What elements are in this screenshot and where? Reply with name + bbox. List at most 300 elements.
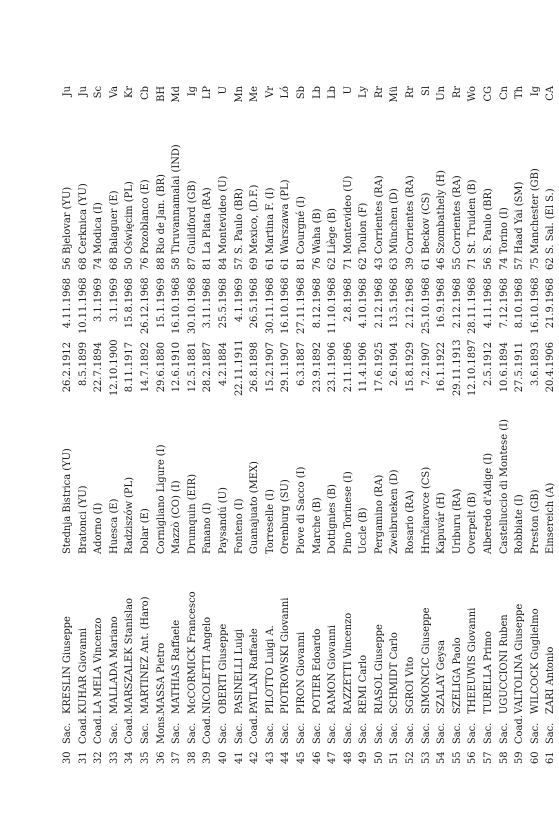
title-cell: Sac. <box>342 722 354 744</box>
table-row <box>138 22 154 764</box>
name-cell: TURELLA Primo <box>483 631 495 714</box>
age-cell: 76 <box>139 257 151 270</box>
birth-date-cell: 2.5.1912 <box>483 342 495 386</box>
title-cell: Sac. <box>373 722 385 744</box>
death-place-cell: Modica (I) <box>93 202 105 254</box>
birthplace-cell: Fonteno (I) <box>233 498 245 554</box>
row-number: 42 <box>249 751 261 764</box>
age-cell: 76 <box>311 257 323 270</box>
row-number: 37 <box>171 751 183 764</box>
row-number: 30 <box>62 751 73 764</box>
name-cell: SZELIGA Paolo <box>451 637 463 714</box>
date-cell: 25.5.1968 <box>217 278 229 329</box>
birthplace-cell: Dottignies (B) <box>327 484 339 554</box>
date-cell: 11.10.1968 <box>327 277 339 334</box>
birth-date-cell: 12.5.1881 <box>186 342 198 393</box>
table-row <box>91 22 107 764</box>
birth-date-cell: 27.5.1911 <box>514 342 526 393</box>
row-number: 38 <box>186 751 198 764</box>
title-cell: Sac. <box>295 722 307 744</box>
death-place-cell: S. Sal. (El S.) <box>545 188 557 254</box>
death-place-cell: Toulon (F) <box>358 202 370 254</box>
birthplace-cell: Robbiate (I) <box>514 494 526 554</box>
row-number: 41 <box>233 751 245 764</box>
title-cell: Sac. <box>436 722 448 744</box>
birthplace-cell: Bratonci (YU) <box>77 485 89 554</box>
age-cell: 57 <box>514 257 526 270</box>
name-cell: SGROI Vito <box>405 656 417 714</box>
date-cell: 7.12.1968 <box>498 278 510 329</box>
birth-date-cell: 26.2.1912 <box>62 342 73 393</box>
age-cell: 74 <box>93 257 105 270</box>
name-cell: PIRON Giovanni <box>295 631 307 714</box>
date-cell: 30.10.1968 <box>186 277 198 334</box>
birth-date-cell: 29.11.1913 <box>451 339 463 396</box>
death-place-cell: Haad Yai (SM) <box>514 181 526 254</box>
province-code-cell: U <box>342 86 354 95</box>
birthplace-cell: Radziszów (PL) <box>124 477 136 554</box>
age-cell: 81 <box>202 257 214 270</box>
title-cell: Sac. <box>280 722 292 744</box>
title-cell: Sac. <box>529 722 541 744</box>
province-code-cell: Md <box>171 86 183 103</box>
province-code-cell: Mn <box>233 86 245 103</box>
age-cell: 75 <box>529 257 541 270</box>
death-place-cell: Tiruvannamalai (IND) <box>171 144 183 254</box>
table-row <box>419 22 435 764</box>
name-cell: KRESLIN Giuseppe <box>62 616 73 714</box>
birthplace-cell: Uriburu (RA) <box>451 488 463 554</box>
age-cell: 74 <box>498 257 510 270</box>
province-code-cell: Sl <box>420 86 432 96</box>
birthplace-cell: Einsereich (A) <box>545 482 557 554</box>
table-row <box>185 22 201 764</box>
birthplace-cell: Adorno (I) <box>93 502 105 554</box>
birthplace-cell: Pergamino (RA) <box>373 474 385 554</box>
birthplace-cell: Rosario (RA) <box>405 490 417 554</box>
date-cell: 3.1.1969 <box>108 278 120 322</box>
province-code-cell: Rr <box>373 86 385 99</box>
birth-date-cell: 15.8.1929 <box>405 342 417 393</box>
age-cell: 39 <box>405 257 417 270</box>
birth-date-cell: 7.2.1907 <box>420 342 432 386</box>
date-cell: 21.9.1968 <box>545 278 557 329</box>
age-cell: 61 <box>420 257 432 270</box>
date-cell: 13.5.1968 <box>389 278 401 329</box>
death-place-cell: Rio de Jan. (BR) <box>155 174 167 254</box>
birth-date-cell: 20.4.1906 <box>545 342 557 393</box>
age-cell: 62 <box>358 257 370 270</box>
date-cell: 16.10.1968 <box>529 277 541 334</box>
title-cell: Sac. <box>405 722 417 744</box>
name-cell: WILCOCK Guglielmo <box>529 608 541 714</box>
table-row <box>372 22 388 764</box>
row-number: 57 <box>483 751 495 764</box>
birth-date-cell: 2.11.1896 <box>342 342 354 393</box>
title-cell: Sac. <box>264 722 276 744</box>
province-code-cell: Me <box>249 86 261 102</box>
age-cell: 71 <box>467 257 479 270</box>
age-cell: 56 <box>483 257 495 270</box>
name-cell: MARTINEZ Ant. (Haro) <box>139 596 151 714</box>
date-cell: 16.10.1968 <box>171 277 183 334</box>
province-code-cell: CA <box>545 86 557 101</box>
birthplace-cell: Drumquin (EIR) <box>186 474 198 554</box>
province-code-cell: Un <box>436 86 448 101</box>
province-code-cell: Ly <box>358 86 370 98</box>
date-cell: 16.10.1968 <box>280 277 292 334</box>
title-cell: Coad. <box>77 715 89 744</box>
birthplace-cell: Dolar (E) <box>139 508 151 554</box>
row-number: 45 <box>295 751 307 764</box>
title-cell: Coad. <box>514 715 526 744</box>
row-number: 59 <box>514 751 526 764</box>
table-row <box>310 22 326 764</box>
date-cell: 3.1.1969 <box>93 278 105 322</box>
birth-date-cell: 16.1.1922 <box>436 342 448 393</box>
death-place-cell: Guildford (GB) <box>186 180 198 254</box>
age-cell: 71 <box>342 257 354 270</box>
name-cell: MATHIAS Raffaele <box>171 619 183 714</box>
title-cell: Coad. <box>124 715 136 744</box>
table-row <box>450 22 466 764</box>
death-place-cell: Manchester (GB) <box>529 168 541 254</box>
table-row <box>169 22 185 764</box>
birthplace-cell: Pino Torinese (I) <box>342 471 354 554</box>
province-code-cell: Th <box>514 86 526 99</box>
death-place-cell: Warszawa (PL) <box>280 179 292 254</box>
table-row <box>497 22 513 764</box>
row-number: 36 <box>155 751 167 764</box>
birthplace-cell: Overpelt (B) <box>467 492 479 554</box>
table-body <box>60 22 559 764</box>
title-cell: Mons. <box>155 713 167 744</box>
province-code-cell: Ju <box>77 86 89 97</box>
name-cell: ZARI Antonio <box>545 646 557 714</box>
row-number: 33 <box>108 751 120 764</box>
title-cell: Sac. <box>327 722 339 744</box>
age-cell: 84 <box>217 257 229 270</box>
row-number: 49 <box>358 751 370 764</box>
death-place-cell: Beckov (CS) <box>420 192 432 254</box>
name-cell: POTIER Edoardo <box>311 628 323 714</box>
age-cell: 46 <box>436 257 448 270</box>
birth-date-cell: 2.6.1904 <box>389 342 401 386</box>
row-number: 35 <box>139 751 151 764</box>
table-row <box>76 22 92 764</box>
name-cell: UGUCCIONI Ruben <box>498 614 510 714</box>
province-code-cell: Sc <box>93 86 105 99</box>
table-row <box>232 22 248 764</box>
death-place-cell: Waha (B) <box>311 208 323 254</box>
age-cell: 61 <box>264 257 276 270</box>
death-place-cell: Martina F. (I) <box>264 187 276 254</box>
title-cell: Sac. <box>233 722 245 744</box>
table-row <box>107 22 123 764</box>
province-code-cell: LP <box>202 86 214 100</box>
death-place-cell: Corrientes (RA) <box>405 175 417 254</box>
birthplace-cell: Torreselle (I) <box>264 489 276 554</box>
title-cell: Sac. <box>108 722 120 744</box>
province-code-cell: CG <box>483 86 495 102</box>
date-cell: 2.12.1968 <box>451 278 463 329</box>
birth-date-cell: 28.2.1887 <box>202 342 214 393</box>
date-cell: 16.9.1968 <box>436 278 448 329</box>
age-cell: 68 <box>77 257 89 270</box>
death-place-cell: Torino (I) <box>498 207 510 254</box>
death-place-cell: Corrientes (RA) <box>451 175 463 254</box>
date-cell: 4.10.1968 <box>358 278 370 329</box>
table-row <box>341 22 357 764</box>
province-code-cell: Kr <box>124 86 136 99</box>
row-number: 39 <box>202 751 214 764</box>
death-place-cell: München (D) <box>389 188 401 254</box>
birth-date-cell: 11.4.1906 <box>358 342 370 393</box>
row-number: 56 <box>467 751 479 764</box>
death-place-cell: Szombathely (H) <box>436 170 448 254</box>
age-cell: 87 <box>186 257 198 270</box>
table-row <box>387 22 403 764</box>
date-cell: 4.11.1968 <box>483 278 495 329</box>
birthplace-cell: Marche (B) <box>311 497 323 554</box>
table-row <box>216 22 232 764</box>
title-cell: Sac. <box>451 722 463 744</box>
title-cell: Sac. <box>498 722 510 744</box>
province-code-cell: Wo <box>467 86 479 102</box>
birth-date-cell: 22.11.1911 <box>233 339 245 396</box>
birthplace-cell: Huesca (E) <box>108 498 120 554</box>
necrology-table <box>60 22 559 764</box>
birthplace-cell: Orenburg (SU) <box>280 479 292 554</box>
title-cell: Sac. <box>62 722 73 744</box>
row-number: 51 <box>389 751 401 764</box>
birth-date-cell: 26.8.1898 <box>249 342 261 393</box>
name-cell: McCORMICK Francesco <box>186 591 198 714</box>
date-cell: 8.12.1968 <box>311 278 323 329</box>
birthplace-cell: Uccle (B) <box>358 507 370 554</box>
birth-date-cell: 12.6.1910 <box>171 342 183 393</box>
title-cell: Coad. <box>202 715 214 744</box>
age-cell: 43 <box>373 257 385 270</box>
table-row <box>247 22 263 764</box>
birth-date-cell: 12.10.1900 <box>108 339 120 396</box>
row-number: 46 <box>311 751 323 764</box>
name-cell: SCHMIDT Carlo <box>389 632 401 714</box>
birth-date-cell: 10.6.1894 <box>498 342 510 393</box>
row-number: 55 <box>451 751 463 764</box>
table-row <box>263 22 279 764</box>
birth-date-cell: 23.1.1906 <box>327 342 339 393</box>
date-cell: 2.12.1968 <box>405 278 417 329</box>
province-code-cell: Sb <box>295 86 307 100</box>
date-cell: 2.12.1968 <box>373 278 385 329</box>
death-place-cell: Bjelovar (YU) <box>62 186 73 254</box>
table-row <box>278 22 294 764</box>
death-place-cell: Liège (B) <box>327 208 339 254</box>
age-cell: 58 <box>171 257 183 270</box>
title-cell: Sac. <box>311 722 323 744</box>
date-cell: 26.5.1968 <box>249 278 261 329</box>
birthplace-cell: Guanajuato (MEX) <box>249 461 261 554</box>
birthplace-cell: Cornigliano Ligure (I) <box>155 444 167 554</box>
table-row <box>294 22 310 764</box>
province-code-cell: Lb <box>327 86 339 99</box>
birthplace-cell: Alberedo d'Adige (I) <box>483 453 495 554</box>
death-place-cell: Oświęcim (PL) <box>124 181 136 254</box>
title-cell: Sac. <box>358 722 370 744</box>
age-cell: 63 <box>389 257 401 270</box>
name-cell: REMI Carlo <box>358 654 370 714</box>
birth-date-cell: 15.2.1907 <box>264 342 276 393</box>
age-cell: 62 <box>327 257 339 270</box>
date-cell: 10.11.1968 <box>77 277 89 334</box>
birth-date-cell: 22.7.1894 <box>93 342 105 393</box>
name-cell: NICOLETTI Angelo <box>202 616 214 714</box>
birth-date-cell: 6.3.1887 <box>295 342 307 386</box>
birth-date-cell: 29.6.1880 <box>155 342 167 393</box>
row-number: 40 <box>217 751 229 764</box>
name-cell: LA MELA Vincenzo <box>93 617 105 714</box>
province-code-cell: Mü <box>389 86 401 103</box>
birthplace-cell: Kapuvár (H) <box>436 492 448 554</box>
death-place-cell: S. Paulo (BR) <box>233 188 245 254</box>
age-cell: 69 <box>249 257 261 270</box>
name-cell: MALLADA Mariano <box>108 616 120 714</box>
name-cell: MASSA Pietro <box>155 642 167 714</box>
birth-date-cell: 4.2.1884 <box>217 342 229 386</box>
row-number: 47 <box>327 751 339 764</box>
province-code-cell: Cb <box>139 86 151 100</box>
date-cell: 26.12.1968 <box>139 277 151 334</box>
province-code-cell: Rr <box>451 86 463 99</box>
row-number: 44 <box>280 751 292 764</box>
age-cell: 81 <box>295 257 307 270</box>
death-place-cell: St. Truiden (B) <box>467 179 479 254</box>
death-place-cell: Pozoblanco (E) <box>139 179 151 254</box>
row-number: 48 <box>342 751 354 764</box>
table-row <box>325 22 341 764</box>
age-cell: 61 <box>280 257 292 270</box>
title-cell: Coad. <box>249 715 261 744</box>
date-cell: 27.11.1968 <box>295 277 307 334</box>
name-cell: RIASOL Giuseppe <box>373 624 385 714</box>
date-cell: 15.8.1968 <box>124 278 136 329</box>
province-code-cell: Vr <box>264 86 276 98</box>
name-cell: SZALAY Geysa <box>436 640 448 714</box>
birth-date-cell: 17.6.1925 <box>373 342 385 393</box>
title-cell: Sac. <box>186 722 198 744</box>
name-cell: PIOTROWSKI Giovanni <box>280 597 292 714</box>
death-place-cell: Courgné (I) <box>295 196 307 254</box>
death-place-cell: Mexico, (D.F.) <box>249 184 261 254</box>
birthplace-cell: Paysandú (U) <box>217 487 229 554</box>
death-place-cell: Montevideo (U) <box>342 175 354 254</box>
title-cell: Sac. <box>171 722 183 744</box>
name-cell: OBERTI Giuseppe <box>217 623 229 714</box>
death-place-cell: Corrientes (RA) <box>373 175 385 254</box>
name-cell: SIMONCIC Giuseppe <box>420 607 432 714</box>
table-row <box>543 22 559 764</box>
name-cell: RAZZETTI Vincenzo <box>342 612 354 714</box>
death-place-cell: Balaguer (E) <box>108 190 120 254</box>
name-cell: VALTOLINA Giuseppe <box>514 603 526 714</box>
table-row <box>60 22 76 764</box>
table-row <box>512 22 528 764</box>
death-place-cell: Cerknica (YU) <box>77 183 89 254</box>
name-cell: KUHAR Giovanni <box>77 627 89 714</box>
table-row <box>403 22 419 764</box>
province-code-cell: Ig <box>186 86 198 97</box>
table-row <box>154 22 170 764</box>
table-row <box>122 22 138 764</box>
name-cell: RAMON Giovanni <box>327 625 339 714</box>
title-cell: Sac. <box>545 722 557 744</box>
age-cell: 56 <box>62 257 73 270</box>
date-cell: 4.11.1968 <box>62 278 73 329</box>
title-cell: Sac. <box>420 722 432 744</box>
province-code-cell: Va <box>108 86 120 99</box>
date-cell: 3.11.1968 <box>202 278 214 329</box>
title-cell: Sac. <box>139 722 151 744</box>
birthplace-cell: Piove di Sacco (I) <box>295 466 307 554</box>
date-cell: 8.10.1968 <box>514 278 526 329</box>
province-code-cell: Ló <box>280 86 292 99</box>
death-place-cell: La Plata (RA) <box>202 187 214 254</box>
date-cell: 2.8.1968 <box>342 278 354 322</box>
age-cell: 62 <box>545 257 557 270</box>
row-number: 60 <box>529 751 541 764</box>
date-cell: 4.1.1969 <box>233 278 245 322</box>
row-number: 32 <box>93 751 105 764</box>
date-cell: 25.10.1968 <box>420 277 432 334</box>
table-row <box>356 22 372 764</box>
birth-date-cell: 8.5.1899 <box>77 342 89 386</box>
row-number: 58 <box>498 751 510 764</box>
birth-date-cell: 29.1.1907 <box>280 342 292 393</box>
row-number: 34 <box>124 751 136 764</box>
table-row <box>434 22 450 764</box>
table-row <box>200 22 216 764</box>
table-row <box>481 22 497 764</box>
row-number: 43 <box>264 751 276 764</box>
title-cell: Coad. <box>93 715 105 744</box>
death-place-cell: Montevideo (U) <box>217 175 229 254</box>
row-number: 61 <box>545 751 557 764</box>
table-row <box>465 22 481 764</box>
birth-date-cell: 23.9.1892 <box>311 342 323 393</box>
name-cell: PILOTTO Luigi A. <box>264 625 276 714</box>
province-code-cell: BH <box>155 86 167 102</box>
birthplace-cell: Preston (GB) <box>529 489 541 554</box>
title-cell: Sac. <box>467 722 479 744</box>
title-cell: Sac. <box>217 722 229 744</box>
name-cell: MARSZALEK Stanislao <box>124 598 136 714</box>
birthplace-cell: Castelluccio di Montese (I) <box>498 419 510 554</box>
table-row <box>528 22 544 764</box>
date-cell: 30.11.1968 <box>264 277 276 334</box>
birthplace-cell: Stednja Bistrica (YU) <box>62 448 73 554</box>
title-cell: Sac. <box>483 722 495 744</box>
birthplace-cell: Zweibrueken (D) <box>389 469 401 554</box>
row-number: 52 <box>405 751 417 764</box>
province-code-cell: Cn <box>498 86 510 100</box>
province-code-cell: Ju <box>62 86 73 97</box>
age-cell: 88 <box>155 257 167 270</box>
row-number: 50 <box>373 751 385 764</box>
age-cell: 57 <box>233 257 245 270</box>
age-cell: 55 <box>451 257 463 270</box>
birthplace-cell: Hrnčiarovce (CS) <box>420 466 432 554</box>
